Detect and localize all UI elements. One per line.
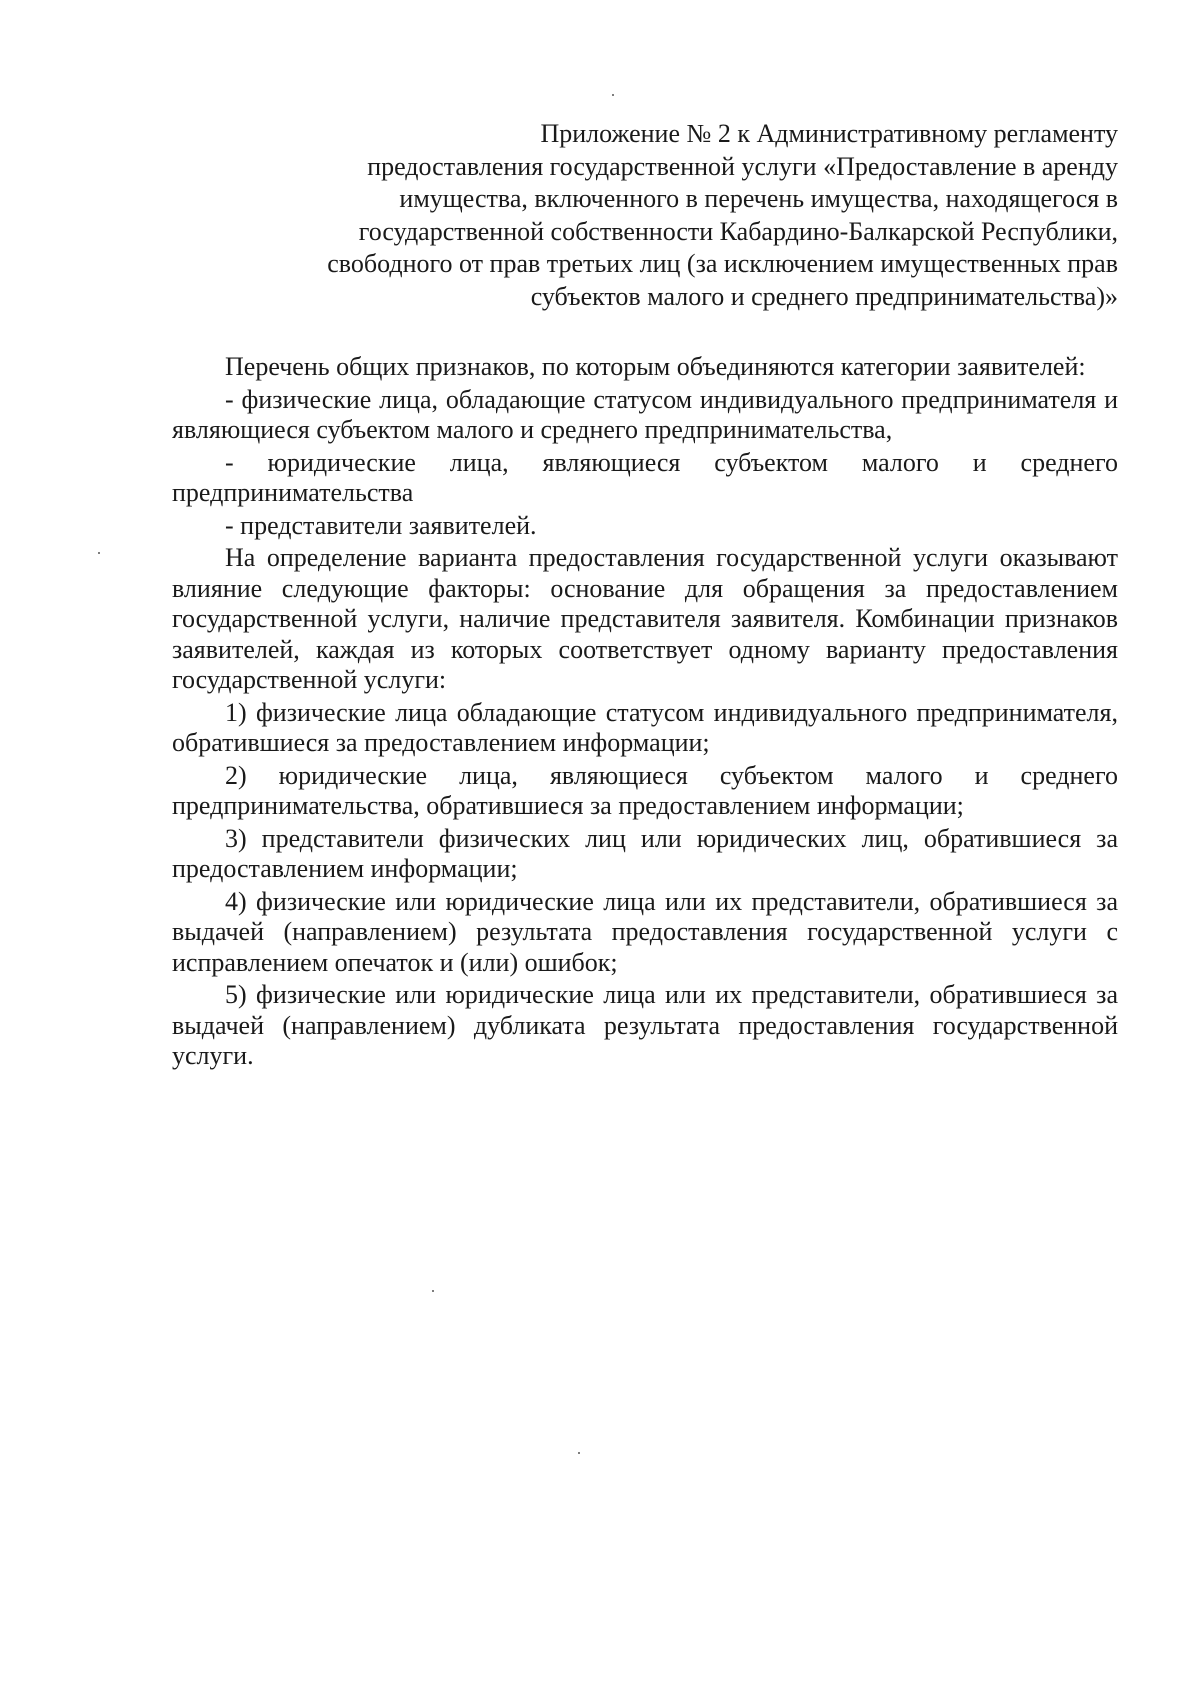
variant-item: 5) физические или юридические лица или их представители, обратившиеся за выдачей (направлением) дубликата результата предоставления государственной услуги. bbox=[172, 980, 1118, 1070]
header-line: предоставления государственной услуги «Предоставление в аренду bbox=[367, 151, 1118, 181]
applicant-category-item: - физические лица, обладающие статусом индивидуального предпринимателя и являющиеся субъектом малого и среднего предпринимательства, bbox=[172, 384, 1118, 444]
variant-item: 2) юридические лица, являющиеся субъектом малого и среднего предпринимательства, обратившиеся за предоставлением информации; bbox=[172, 760, 1118, 820]
document-body bbox=[172, 352, 1118, 1072]
intro-paragraph: Перечень общих признаков, по которым объединяются категории заявителей: bbox=[225, 352, 1086, 381]
applicant-category-item: - юридические лица, являющиеся субъектом малого и среднего предпринимательства bbox=[172, 447, 1118, 507]
variant-item: 4) физические или юридические лица или их представители, обратившиеся за выдачей (направлением) результата предоставления государственной услуги с исправлением опечаток и (или) ошибок; bbox=[172, 886, 1118, 977]
header-line: Приложение № 2 к Административному регламенту bbox=[540, 119, 1118, 148]
appendix-header bbox=[238, 118, 1118, 313]
factors-paragraph: На определение варианта предоставления государственной услуги оказывают влияние следующие факторы: основание для обращения за предоставлением государственной услуги, наличие представителя заявителя. Комбинации признаков заявителей, каждая из которых соответствует одному варианту предоставления государственной услуги: bbox=[172, 543, 1118, 694]
applicant-category-item: - представители заявителей. bbox=[225, 510, 537, 540]
scan-speck bbox=[98, 552, 100, 554]
scan-speck bbox=[432, 1290, 434, 1292]
scan-speck bbox=[578, 1452, 580, 1454]
header-line: субъектов малого и среднего предпринимательства)» bbox=[530, 281, 1118, 311]
variant-item: 3) представители физических лиц или юридических лиц, обратившиеся за предоставлением информации; bbox=[172, 823, 1118, 883]
variant-item: 1) физические лица обладающие статусом индивидуального предпринимателя, обратившиеся за предоставлением информации; bbox=[172, 697, 1118, 757]
header-line: государственной собственности Кабардино-Балкарской Республики, bbox=[358, 216, 1118, 246]
header-line: имущества, включенного в перечень имущества, находящегося в bbox=[399, 184, 1118, 213]
scan-speck bbox=[612, 94, 614, 96]
header-line: свободного от прав третьих лиц (за исключением имущественных прав bbox=[327, 249, 1118, 278]
